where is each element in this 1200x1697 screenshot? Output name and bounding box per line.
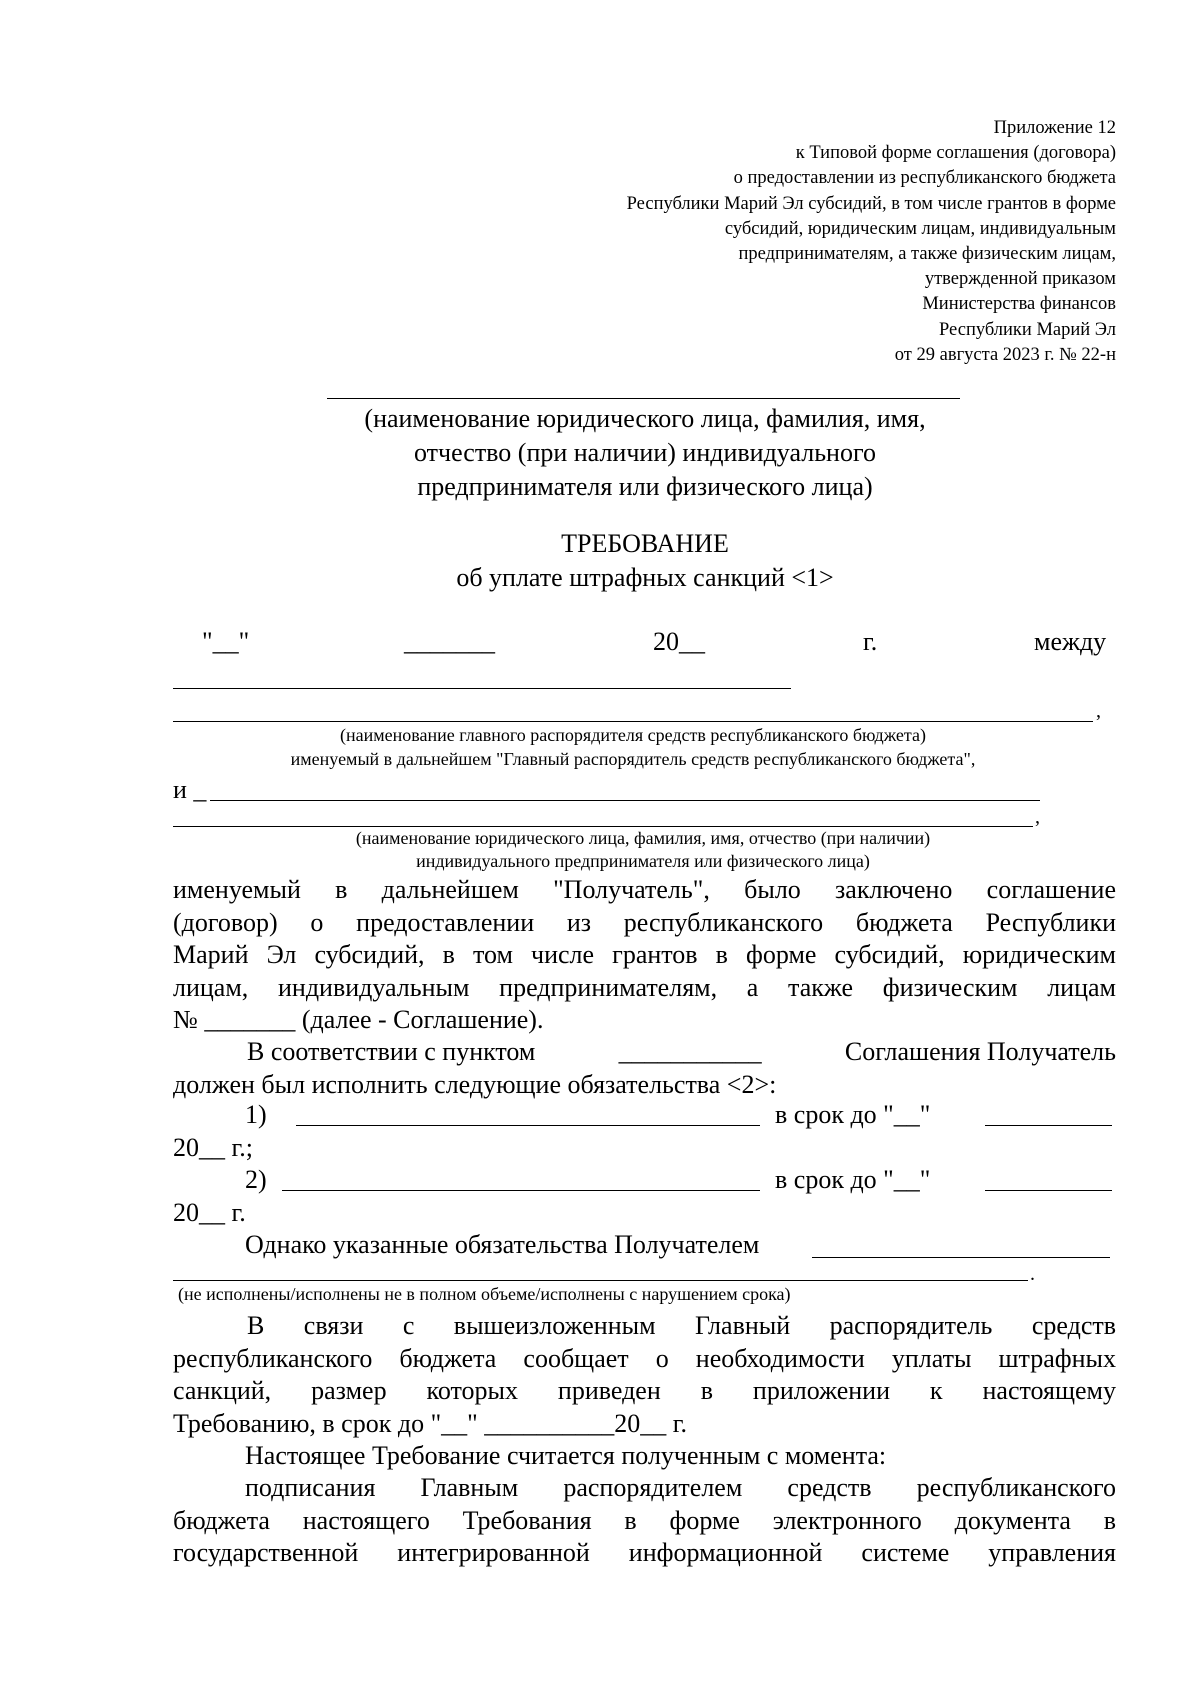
obligations-intro-line — [173, 1036, 1116, 1069]
item-2-year: 20__ г. — [173, 1198, 246, 1227]
recipient-caption-small-1: (наименование юридического лица, фамилия, имя, отчество (при наличии) — [355, 828, 931, 848]
appendix-line: предпринимателям, а также физическим лицам, — [738, 244, 1116, 265]
text-line: государственной интегрированной информационной системе управления — [173, 1538, 1116, 1567]
appendix-line: о предоставлении из республиканского бюджета — [733, 168, 1116, 189]
agreement-paragraph — [173, 874, 1116, 1037]
appendix-line: Республики Марий Эл — [939, 319, 1116, 340]
non-fulfillment-text: Однако указанные обязательства Получателем — [245, 1230, 760, 1259]
recipient-line-1 — [210, 800, 1040, 801]
non-fulfillment-dot: . — [1030, 1263, 1035, 1285]
signing-paragraph — [173, 1472, 1116, 1570]
appendix-line: Министерства финансов — [922, 294, 1116, 315]
text-line: Марий Эл субсидий, в том числе грантов в форме субсидий, юридическим — [173, 940, 1116, 969]
item-1-deadline-label: в срок до "__" — [775, 1100, 931, 1129]
item-2-number: 2) — [245, 1165, 267, 1194]
recipient-line-comma: , — [1035, 806, 1040, 828]
and-label: и _ — [173, 775, 207, 804]
appendix-block — [627, 116, 1116, 368]
recipient-caption-line: отчество (при наличии) индивидуального — [414, 438, 876, 467]
appendix-line: к Типовой форме соглашения (договора) — [795, 143, 1116, 164]
text-line: В связи с вышеизложенным Главный распорядитель средств — [247, 1311, 1116, 1340]
recipient-caption-line: (наименование юридического лица, фамилия, имя, — [364, 404, 926, 433]
document-title — [200, 527, 1090, 595]
obligations-paragraph — [173, 1036, 1116, 1101]
gov-name-line-1 — [173, 688, 791, 689]
appendix-line: утвержденной приказом — [924, 269, 1116, 290]
gov-name-line-2 — [173, 721, 1093, 722]
non-fulfillment-caption: (не исполнены/исполнены не в полном объеме/исполнены с нарушением срока) — [178, 1284, 791, 1304]
recipient-caption — [200, 402, 1090, 504]
date-year: 20__ — [653, 627, 705, 656]
appendix-line: Приложение 12 — [993, 118, 1116, 138]
non-fulfillment-line-2 — [173, 1280, 1028, 1281]
item-1-year: 20__ г.; — [173, 1133, 253, 1162]
item-2-deadline-line — [985, 1190, 1112, 1191]
recipient-caption-line: предпринимателя или физического лица) — [417, 472, 873, 501]
item-2-deadline-label: в срок до "__" — [775, 1165, 931, 1194]
date-month-blank: _______ — [404, 627, 495, 656]
date-year-suffix: г. — [863, 627, 878, 656]
appendix-line: Республики Марий Эл субсидий, в том числе грантов в форме — [626, 193, 1116, 214]
number-sign: № — [173, 1005, 198, 1034]
receipt-paragraph — [173, 1440, 1116, 1473]
recipient-name-line — [327, 398, 960, 399]
gov-named-as: именуемый в дальнейшем "Главный распорядитель средств республиканского бюджета", — [290, 749, 976, 769]
text-line: республиканского бюджета сообщает о необходимости уплаты штрафных — [173, 1343, 1116, 1373]
gov-line-comma: , — [1096, 700, 1101, 722]
text-line: лицам, индивидуальным предпринимателям, а также физическим лицам — [173, 972, 1116, 1002]
gov-caption: (наименование главного распорядителя средств республиканского бюджета) — [340, 725, 926, 745]
between-word: между — [1034, 627, 1107, 656]
date-day-quote: "__" — [202, 627, 250, 656]
text-line: санкций, размер которых приведен в приложении к настоящему — [173, 1376, 1116, 1405]
text-line: (договор) о предоставлении из республиканского бюджета Республики — [173, 907, 1116, 937]
clause-number-blank: ___________ — [618, 1037, 762, 1066]
text-line: бюджета настоящего Требования в форме электронного документа в — [173, 1505, 1116, 1535]
title-heading: ТРЕБОВАНИЕ — [561, 529, 729, 558]
text-line: должен был исполнить следующие обязательства <2>: — [173, 1069, 777, 1099]
text-line: подписания Главным распорядителем средств республиканского — [245, 1473, 1116, 1502]
text-segment: Соглашения Получатель — [844, 1037, 1116, 1066]
agreement-number-line — [173, 1004, 1116, 1037]
item-2-obligation-line — [282, 1190, 760, 1191]
agreement-short-name: (далее - Соглашение). — [301, 1005, 544, 1034]
agreement-number-blank: _______ — [204, 1005, 296, 1034]
title-subheading: об уплате штрафных санкций <1> — [456, 563, 834, 592]
appendix-line: субсидий, юридическим лицам, индивидуальным — [724, 218, 1116, 239]
item-1-obligation-line — [296, 1125, 760, 1126]
recipient-caption-small-2: индивидуального предпринимателя или физического лица) — [416, 851, 870, 871]
penalty-paragraph — [173, 1310, 1116, 1440]
non-fulfillment-blank — [812, 1257, 1110, 1258]
item-1-number: 1) — [245, 1100, 267, 1129]
penalty-deadline-blank: __________ — [484, 1408, 615, 1438]
penalty-deadline-line — [173, 1408, 1116, 1441]
text-line: Настоящее Требование считается полученным с момента: — [245, 1441, 887, 1470]
recipient-line-2 — [173, 826, 1033, 827]
text-segment: 20__ г. — [614, 1408, 688, 1438]
appendix-line: от 29 августа 2023 г. № 22-н — [894, 344, 1116, 365]
text-line: именуемый в дальнейшем "Получатель", было заключено соглашение — [173, 875, 1116, 904]
text-segment: Требованию, в срок до "__" — [173, 1408, 478, 1438]
item-1-deadline-line — [985, 1125, 1112, 1126]
text-segment: В соответствии с пунктом — [247, 1037, 536, 1066]
